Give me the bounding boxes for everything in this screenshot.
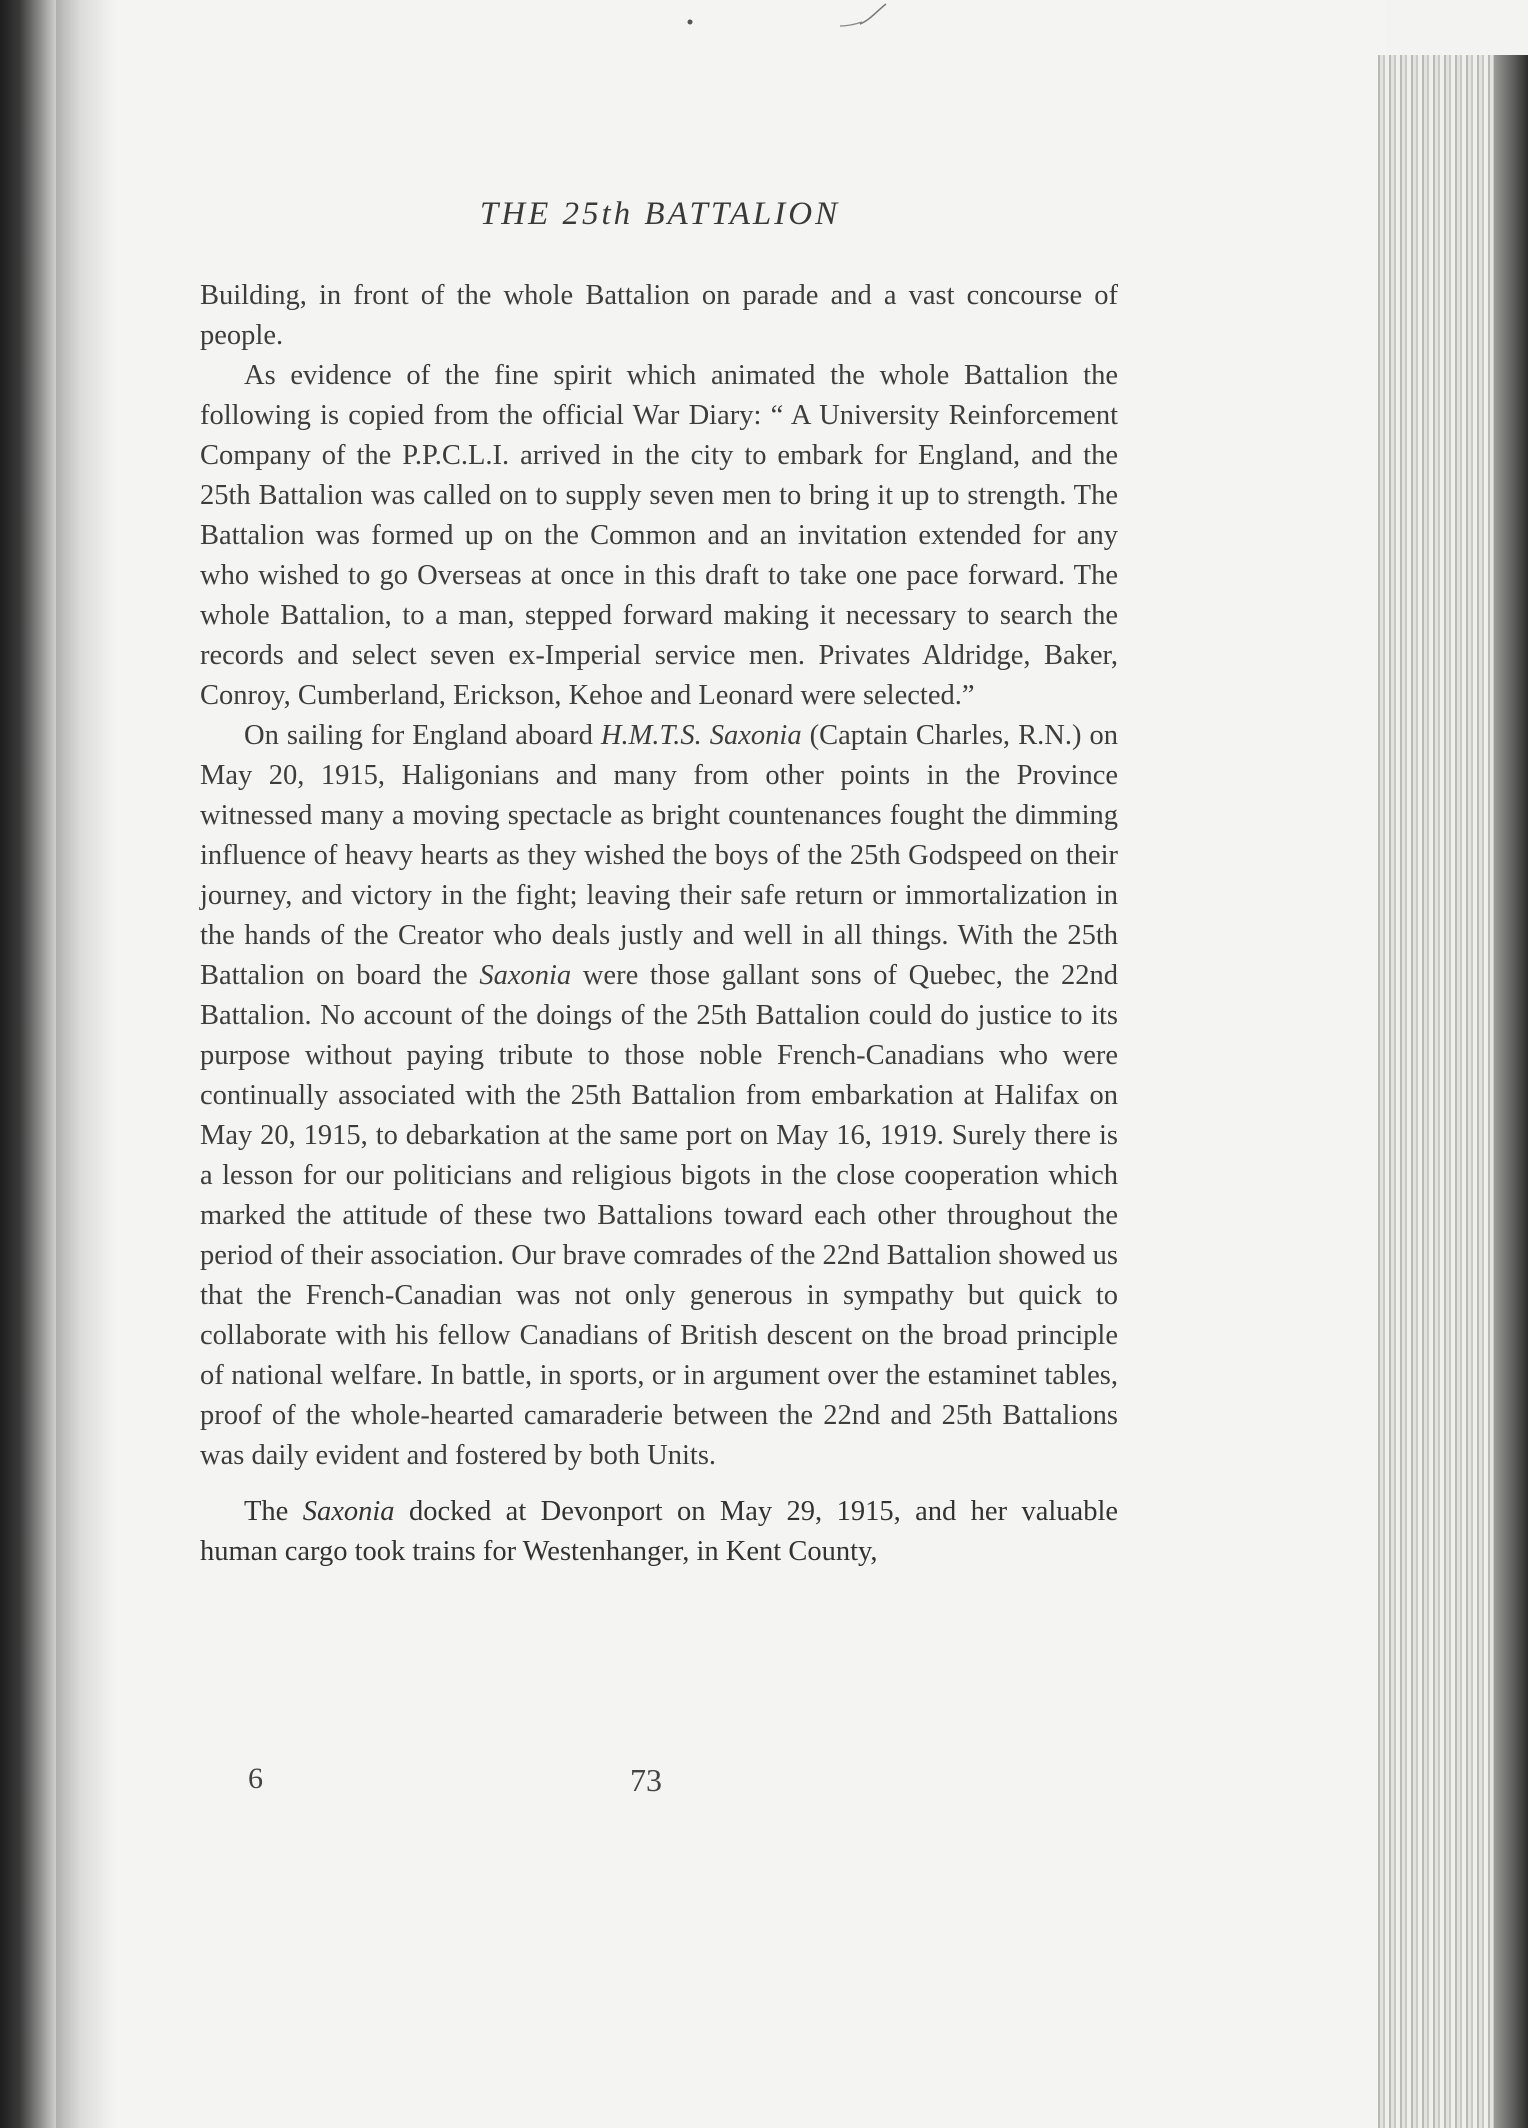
stacked-page-edges <box>1378 55 1528 2128</box>
paragraph-3 <box>200 716 1118 1476</box>
paragraph-3-text-c: were those gallant sons of Quebec, the 22nd Battalion. No account of the doings of the 25th Battalion could do justice to its purpose without paying tribute to those noble French-Canadians who were continually associated with the 25th Battalion from embarkation at Halifax on May 20, 1915, to debarkation at the same port on May 16, 1919. Surely there is a lesson for our politicians and religious bigots in the close cooperation which marked the attitude of these two Battalions toward each other throughout the period of their association. Our brave comrades of the 22nd Battalion showed us that the French-Canadian was not only generous in sympathy but quick to collaborate with his fellow Canadians of British descent on the broad principle of national welfare. In battle, in sports, or in argument over the estaminet tables, proof of the whole-hearted camaraderie between the 22nd and 25th Battalions was daily evident and fostered by both Units. <box>200 960 1118 1471</box>
signature-mark: 6 <box>248 1762 263 1795</box>
ship-name-italic: Saxonia <box>479 960 572 991</box>
ship-name-italic: Saxonia <box>302 1496 395 1527</box>
running-head: THE 25th BATTALION <box>479 196 841 232</box>
body-text <box>200 276 1118 1572</box>
paragraph-3-text-a: On sailing for England aboard <box>244 720 601 751</box>
paragraph-1: Building, in front of the whole Battalion on parade and a vast concourse of people. <box>200 280 1118 351</box>
ink-marks <box>680 0 920 30</box>
page-number: 73 <box>630 1762 662 1798</box>
facing-page-gutter <box>0 0 56 2128</box>
paragraph-3-text-b: (Captain Charles, R.N.) on May 20, 1915, Haligonians and many from other points in the Province witnessed many a moving spectacle as bright countenances fought the dimming influence of heavy hearts as they wished the boys of the 25th Godspeed on their journey, and victory in the fight; leaving their safe return or immortalization in the hands of the Creator who deals justly and well in all things. With the 25th Battalion on board the <box>200 720 1118 991</box>
paragraph-4 <box>200 1492 1118 1572</box>
paragraph-2: As evidence of the fine spirit which animated the whole Battalion the following is copied from the official War Diary: “ A University Reinforcement Company of the P.P.C.L.I. arrived in the city to embark for England, and the 25th Battalion was called on to supply seven men to bring it up to strength. The Battalion was formed up on the Common and an invitation extended for any who wished to go Overseas at once in this draft to take one pace forward. The whole Battalion, to a man, stepped forward making it necessary to search the records and select seven ex-Imperial service men. Privates Aldridge, Baker, Conroy, Cumberland, Erickson, Kehoe and Leonard were selected.” <box>200 360 1118 711</box>
paragraph-4-text-a: The <box>244 1496 303 1527</box>
paragraph-4-text-b: docked at Devonport on May 29, 1915, and her valuable human cargo took trains for Westenhanger, in Kent County, <box>200 1496 1119 1567</box>
ship-name-italic: H.M.T.S. Saxonia <box>600 720 802 751</box>
